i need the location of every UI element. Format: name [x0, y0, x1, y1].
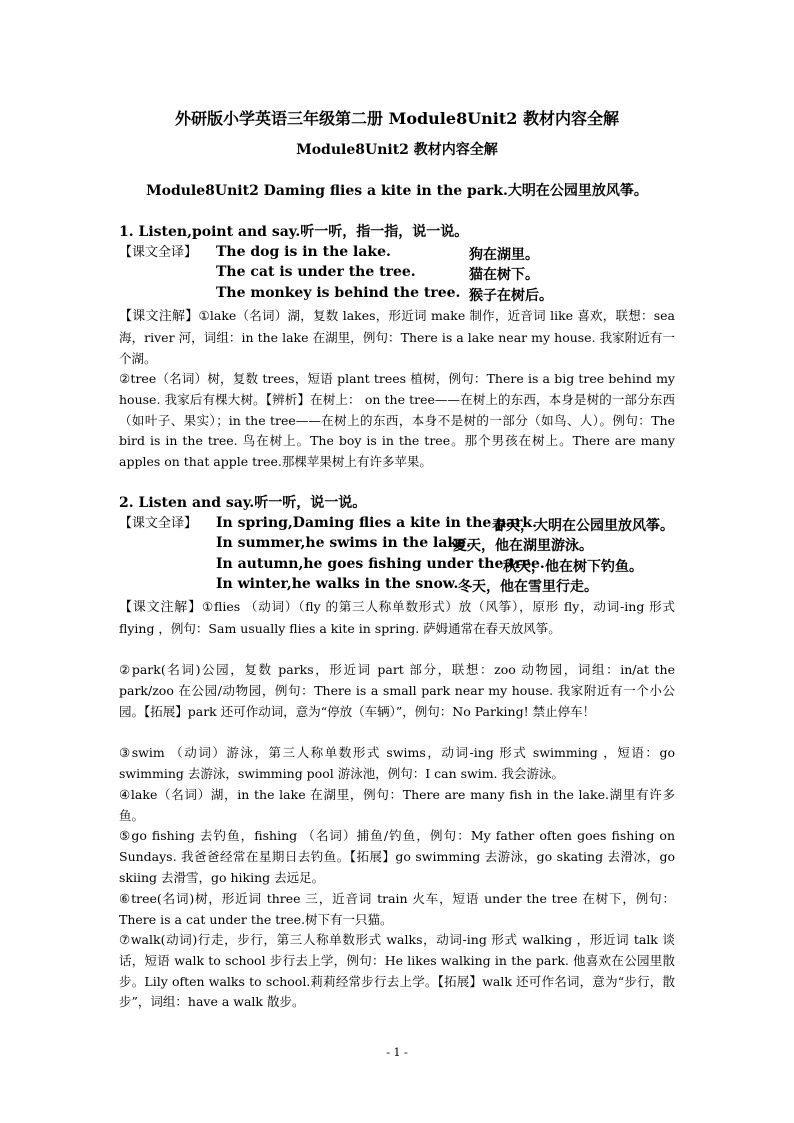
section2-heading: 2. Listen and say.听一听，说一说。 — [119, 495, 367, 511]
section2-note-4: ④lake（名词）湖，in the lake 在湖里，例句：There are many fish in the lake.湖里有许多鱼。 — [119, 787, 675, 823]
section1-notes-label: 【课文注解】 — [119, 309, 199, 324]
section1-note-1-text: ①lake（名词）湖，复数 lakes，形近词 make 制作，近音词 like 喜欢，联想：sea 海，river 河，词组：in the lake 在湖里，例句：There is a lake near my house. 我家附近有一个湖。 — [119, 308, 675, 366]
section2-line-1-en: In spring,Daming flies a kite in the park. — [216, 515, 537, 531]
section2-notes-label: 【课文注解】 — [119, 600, 202, 615]
section1-line-2-en: The cat is under the tree. — [216, 264, 416, 280]
section2-line-2-en: In summer,he swims in the lake. — [216, 535, 471, 551]
section1-line-1-zh: 狗在湖里。 — [469, 247, 539, 263]
section2-note-6: ⑥tree(名词)树，形近词 three 三，近音词 train 火车，短语 under the tree 在树下，例句：There is a cat under the tree.树下有一只猫。 — [119, 891, 675, 927]
section2-line-1-zh: 春天，大明在公园里放风筝。 — [492, 518, 674, 534]
section2-note-2: ②park(名词)公园，复数 parks，形近词 part 部分，联想：zoo 动物园，词组：in/at the park/zoo 在公园/动物园，例句：There is a small park near my house. 我家附近有一个小公园。【拓展】park 还可作动词，意为“停放（车辆）”，例句：No Parking! 禁止停车！ — [119, 662, 675, 719]
section1-translation-label: 【课文全译】 — [119, 245, 198, 260]
section2-note-1 — [119, 597, 675, 640]
section2-note-3: ③swim （动词）游泳，第三人称单数形式 swims，动词-ing 形式 swimming ，短语：go swimming 去游泳，swimming pool 游泳池，例句：I can swim. 我会游泳。 — [119, 745, 675, 781]
section2-note-7: ⑦walk(动词)行走，步行，第三人称单数形式 walks，动词-ing 形式 walking ，形近词 talk 谈话，短语 walk to school 步行去上学，例句：He likes walking in the park. 他喜欢在公园里散步。Lily often walks to school.莉莉经常步行去上学。【拓展】walk 还可作名词，意为“步行，散步”，词组：have a walk 散步。 — [119, 932, 675, 1010]
section1-line-3-en: The monkey is behind the tree. — [216, 285, 461, 301]
section2-line-4-en: In winter,he walks in the snow. — [216, 576, 459, 592]
section1-line-1-en: The dog is in the lake. — [216, 244, 391, 260]
section2-line-3-en: In autumn,he goes fishing under the tree. — [216, 556, 545, 572]
section1-note-1 — [119, 306, 675, 369]
section1-line-3-zh: 猴子在树后。 — [469, 288, 553, 304]
section1-note-2: ②tree（名词）树，复数 trees，短语 plant trees 植树，例句：There is a big tree behind my house. 我家后有棵大树。【辨析】在树上： on the tree——在树上的东西，本身是树的一部分东西（如叶子、果实）；in the tree——在树上的东西，本身不是树的一部分（如鸟、人）。例句：The bird is in the tree. 鸟在树上。The boy is in the tree。那个男孩在树上。There are many apples on that apple tree.那棵苹果树上有许多苹果。 — [119, 371, 675, 470]
section2-line-2-zh: 夏天，他在湖里游泳。 — [453, 538, 593, 554]
section2-line-4-zh: 冬天，他在雪里行走。 — [458, 579, 598, 595]
document-title: 外研版小学英语三年级第二册 Module8Unit2 教材内容全解 — [175, 109, 619, 128]
page-number: - 1 - — [386, 1046, 408, 1059]
section1-heading: 1. Listen,point and say.听一听，指一指，说一说。 — [119, 224, 469, 240]
section2-line-3-zh: 秋天，他在树下钓鱼。 — [503, 559, 643, 575]
lesson-title: Module8Unit2 Daming flies a kite in the park.大明在公园里放风筝。 — [146, 183, 648, 199]
section2-translation-label: 【课文全译】 — [119, 516, 198, 531]
section1-line-2-zh: 猫在树下。 — [469, 267, 539, 283]
section2-note-1-text: ①flies （动词）（fly 的第三人称单数形式）放（风筝），原形 fly，动词-ing 形式 flying ，例句：Sam usually flies a kite in spring. 萨姆通常在春天放风筝。 — [119, 599, 675, 636]
document-subtitle: Module8Unit2 教材内容全解 — [296, 142, 498, 158]
section2-note-5: ⑤go fishing 去钓鱼，fishing （名词）捕鱼/钓鱼，例句：My father often goes fishing on Sundays. 我爸爸经常在星期日去钓鱼。【拓展】go swimming 去游泳，go skating 去滑冰，go skiing 去滑雪，go hiking 去远足。 — [119, 828, 675, 885]
